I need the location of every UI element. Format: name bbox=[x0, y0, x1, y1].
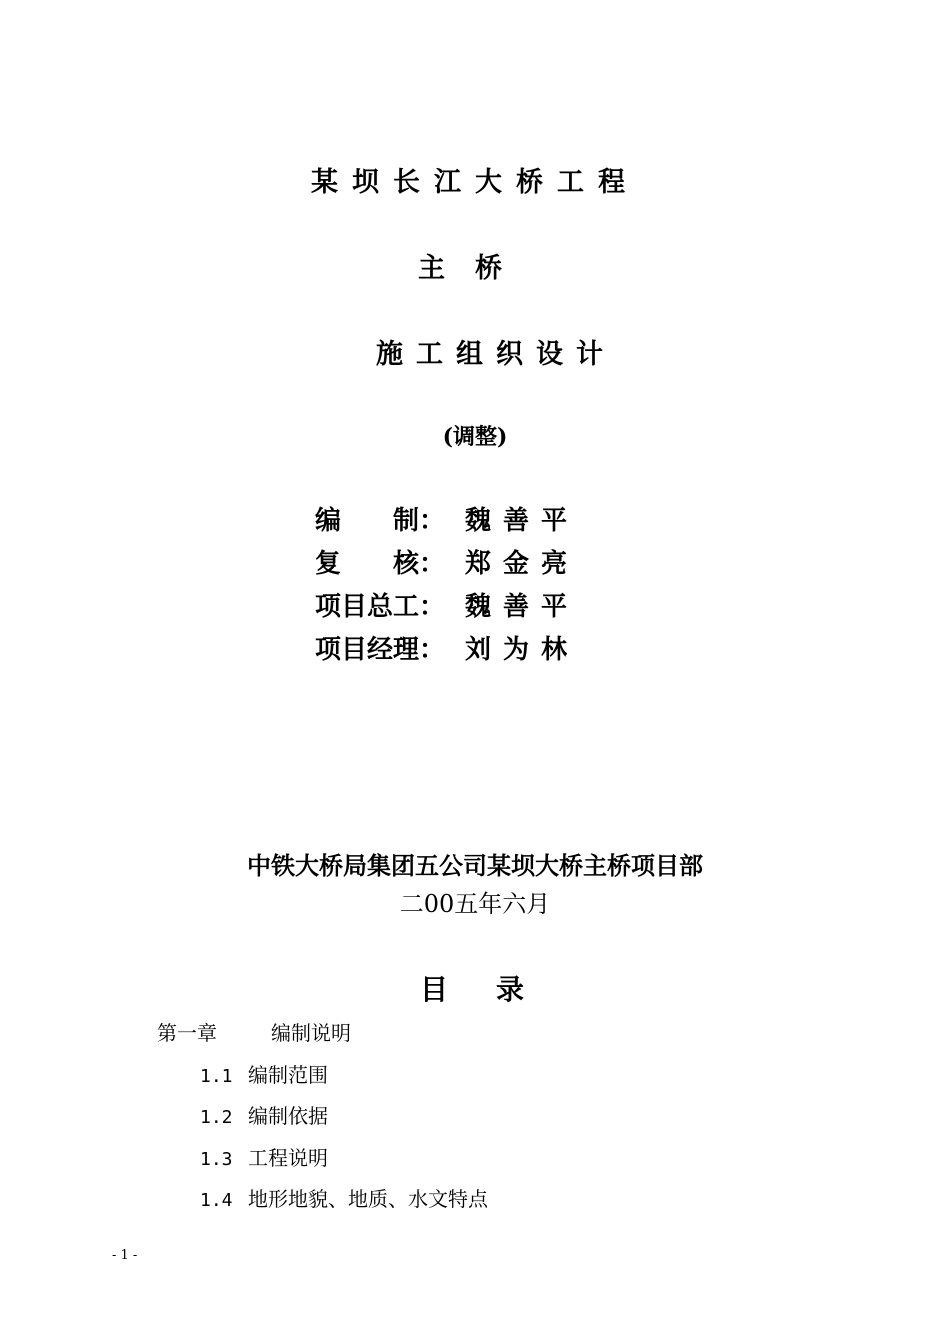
toc-section-title: 编制依据 bbox=[248, 1104, 328, 1128]
toc-section-1-3[interactable] bbox=[200, 1142, 328, 1171]
signature-row-project-manager bbox=[315, 629, 579, 666]
revision-note: (调整) bbox=[442, 424, 508, 450]
toc-section-number: 1.2 bbox=[200, 1107, 233, 1128]
project-title: 某坝长江大桥工程 bbox=[311, 167, 639, 198]
document-date: 二00五年六月 bbox=[399, 890, 551, 918]
toc-chapter-title: 编制说明 bbox=[271, 1021, 351, 1045]
signature-label: 复 核： bbox=[315, 549, 446, 579]
signature-name: 魏善平 bbox=[465, 592, 580, 622]
signature-label: 编 制： bbox=[315, 506, 446, 536]
page-number: - 1 - bbox=[112, 1248, 138, 1263]
signature-label: 项目经理： bbox=[315, 635, 446, 665]
signature-label: 项目总工： bbox=[315, 592, 446, 622]
toc-section-number: 1.1 bbox=[200, 1066, 233, 1087]
document-title: 施工组织设计 bbox=[376, 339, 616, 370]
signature-row-compiler bbox=[315, 500, 579, 537]
toc-section-1-1[interactable] bbox=[200, 1059, 328, 1088]
organization-name: 中铁大桥局集团五公司某坝大桥主桥项目部 bbox=[247, 851, 703, 880]
toc-section-title: 编制范围 bbox=[248, 1063, 328, 1087]
signature-row-chief-engineer bbox=[315, 586, 579, 623]
signature-name: 魏善平 bbox=[465, 506, 580, 536]
toc-chapter-number: 第一章 bbox=[157, 1021, 217, 1045]
signature-row-reviewer bbox=[315, 543, 579, 580]
project-subtitle-main-bridge: 主桥 bbox=[418, 253, 532, 284]
signature-name: 刘为林 bbox=[465, 635, 580, 665]
toc-chapter-1[interactable] bbox=[157, 1017, 351, 1046]
toc-section-number: 1.4 bbox=[200, 1190, 233, 1211]
toc-title: 目录 bbox=[420, 973, 573, 1006]
signature-name: 郑金亮 bbox=[465, 549, 580, 579]
toc-section-1-4[interactable] bbox=[200, 1183, 488, 1212]
toc-section-number: 1.3 bbox=[200, 1149, 233, 1170]
toc-section-1-2[interactable] bbox=[200, 1100, 328, 1129]
toc-section-title: 地形地貌、地质、水文特点 bbox=[248, 1187, 488, 1211]
toc-section-title: 工程说明 bbox=[248, 1146, 328, 1170]
